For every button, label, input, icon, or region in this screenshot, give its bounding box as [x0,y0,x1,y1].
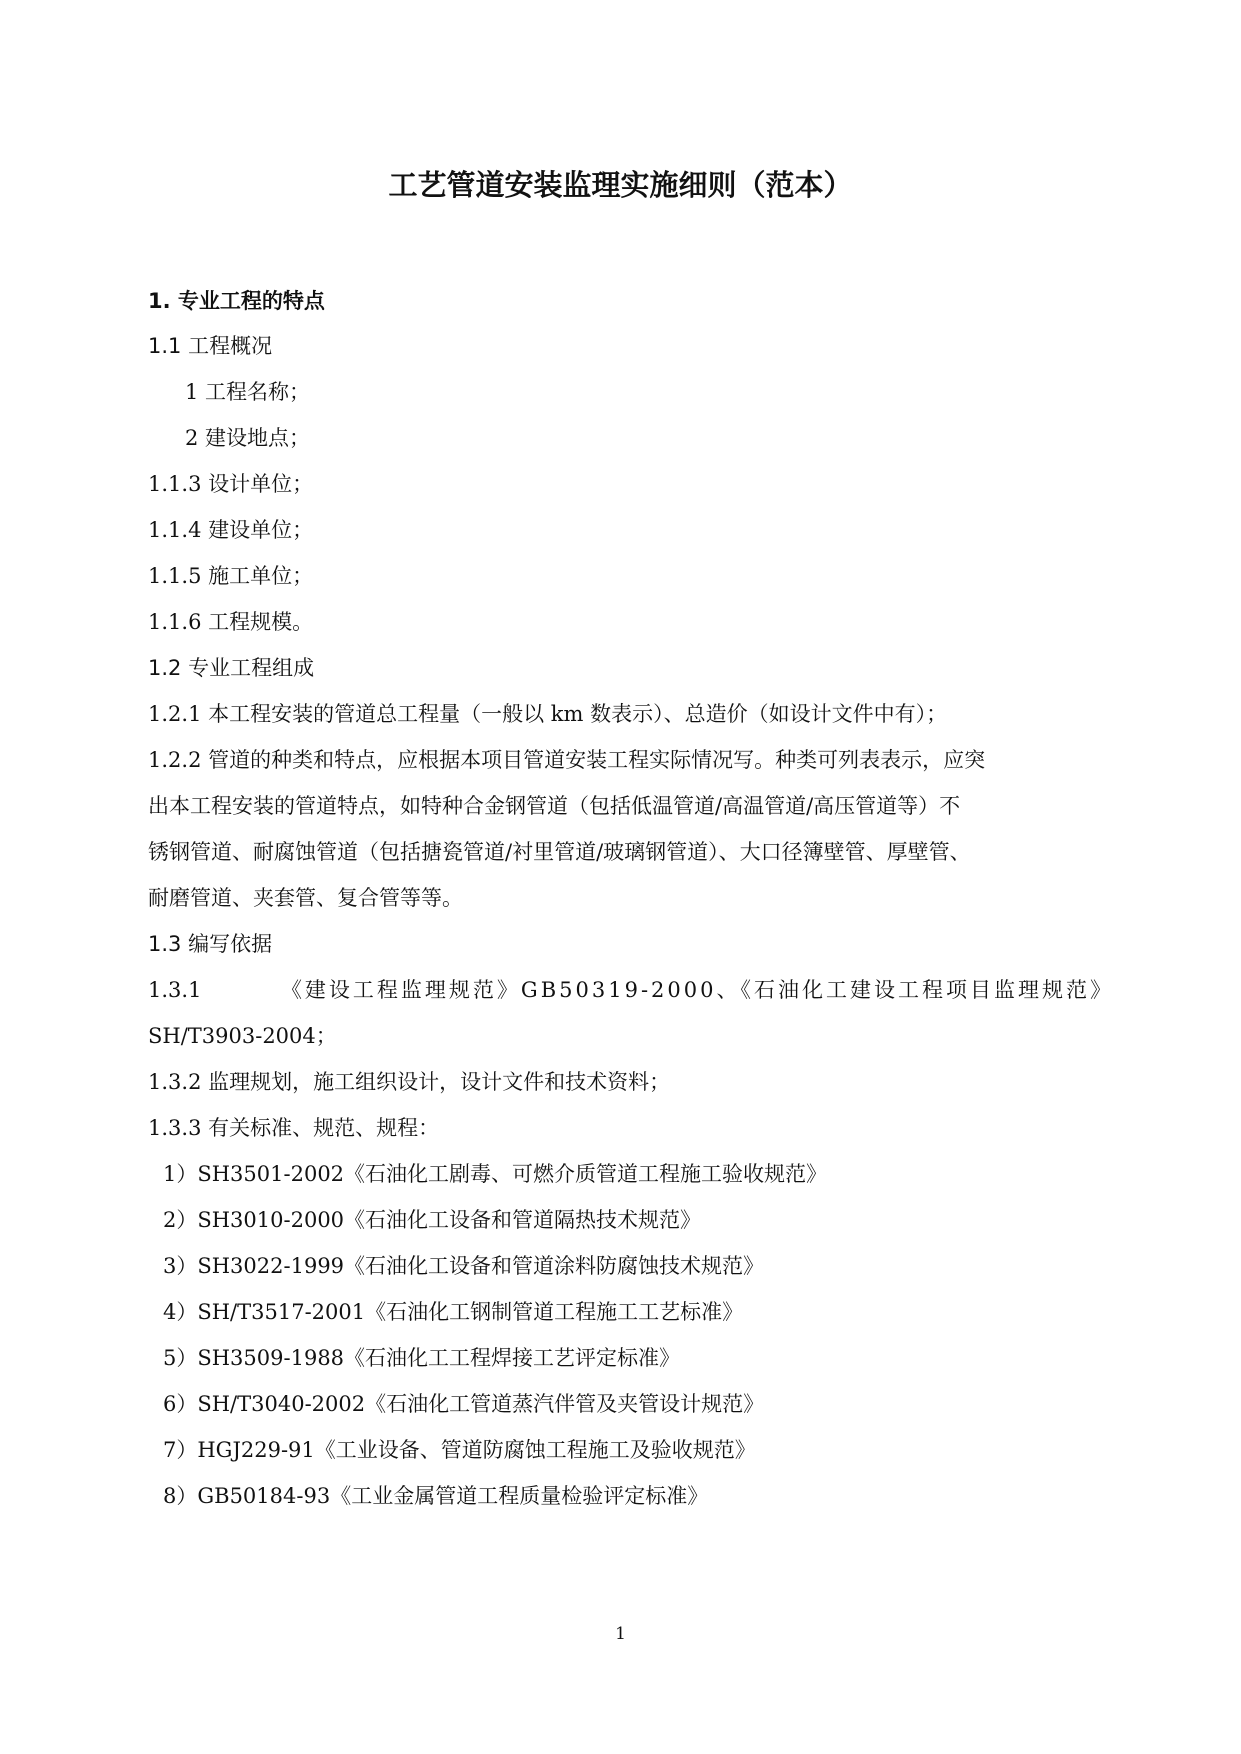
item-design-unit: 1.1.3 设计单位； [148,472,314,496]
item-scale: 1.1.6 工程规模。 [148,610,314,634]
heading-1-2: 1.2 专业工程组成 [148,656,315,680]
standard-item: 6）SH/T3040-2002《石油化工管道蒸汽伴管及夹管设计规范》 [163,1392,765,1416]
paragraph-1-2-1: 1.2.1 本工程安装的管道总工程量（一般以 km 数表示）、总造价（如设计文件中有）； [148,702,948,726]
paragraph-1-3-2: 1.3.2 监理规划，施工组织设计，设计文件和技术资料； [148,1070,671,1094]
paragraph-1-2-2-line4: 耐磨管道、夹套管、复合管等等。 [148,886,463,910]
standard-item: 3）SH3022-1999《石油化工设备和管道涂料防腐蚀技术规范》 [163,1254,765,1278]
clause-text: 《建设工程监理规范》GB50319-2000、《石油化工建设工程项目监理规范》 [280,978,1114,1002]
standard-item: 1）SH3501-2002《石油化工剧毒、可燃介质管道工程施工验收规范》 [163,1162,828,1186]
item-construction-unit: 1.1.5 施工单位； [148,564,314,588]
heading-1: 1. 专业工程的特点 [148,289,325,313]
item-location: 2 建设地点； [185,426,311,450]
clause-number: 1.3.1 [148,978,202,1002]
item-project-name: 1 工程名称； [185,380,311,404]
paragraph-1-2-2-line3: 锈钢管道、耐腐蚀管道（包括搪瓷管道/衬里管道/玻璃钢管道）、大口径簿壁管、厚壁管、 [148,840,971,864]
paragraph-1-2-2-line2: 出本工程安装的管道特点，如特种合金钢管道（包括低温管道/高温管道/高压管道等）不 [148,794,961,818]
standard-item: 7）HGJ229-91《工业设备、管道防腐蚀工程施工及验收规范》 [163,1438,756,1462]
heading-1-1: 1.1 工程概况 [148,334,273,358]
heading-1-3: 1.3 编写依据 [148,932,273,956]
standard-item: 5）SH3509-1988《石油化工工程焊接工艺评定标准》 [163,1346,681,1370]
item-owner-unit: 1.1.4 建设单位； [148,518,314,542]
standard-item: 8）GB50184-93《工业金属管道工程质量检验评定标准》 [163,1484,709,1508]
standard-item: 2）SH3010-2000《石油化工设备和管道隔热技术规范》 [163,1208,702,1232]
paragraph-1-3-1-line2: SH/T3903-2004； [148,1024,337,1048]
paragraph-1-3-1-line1 [148,975,1114,1005]
document-title: 工艺管道安装监理实施细则（范本） [388,168,853,202]
paragraph-1-2-2-line1: 1.2.2 管道的种类和特点，应根据本项目管道安装工程实际情况写。种类可列表表示，应突 [148,748,986,772]
paragraph-1-3-3: 1.3.3 有关标准、规范、规程： [148,1116,440,1140]
standard-item: 4）SH/T3517-2001《石油化工钢制管道工程施工工艺标准》 [163,1300,744,1324]
page-number: 1 [615,1624,626,1644]
